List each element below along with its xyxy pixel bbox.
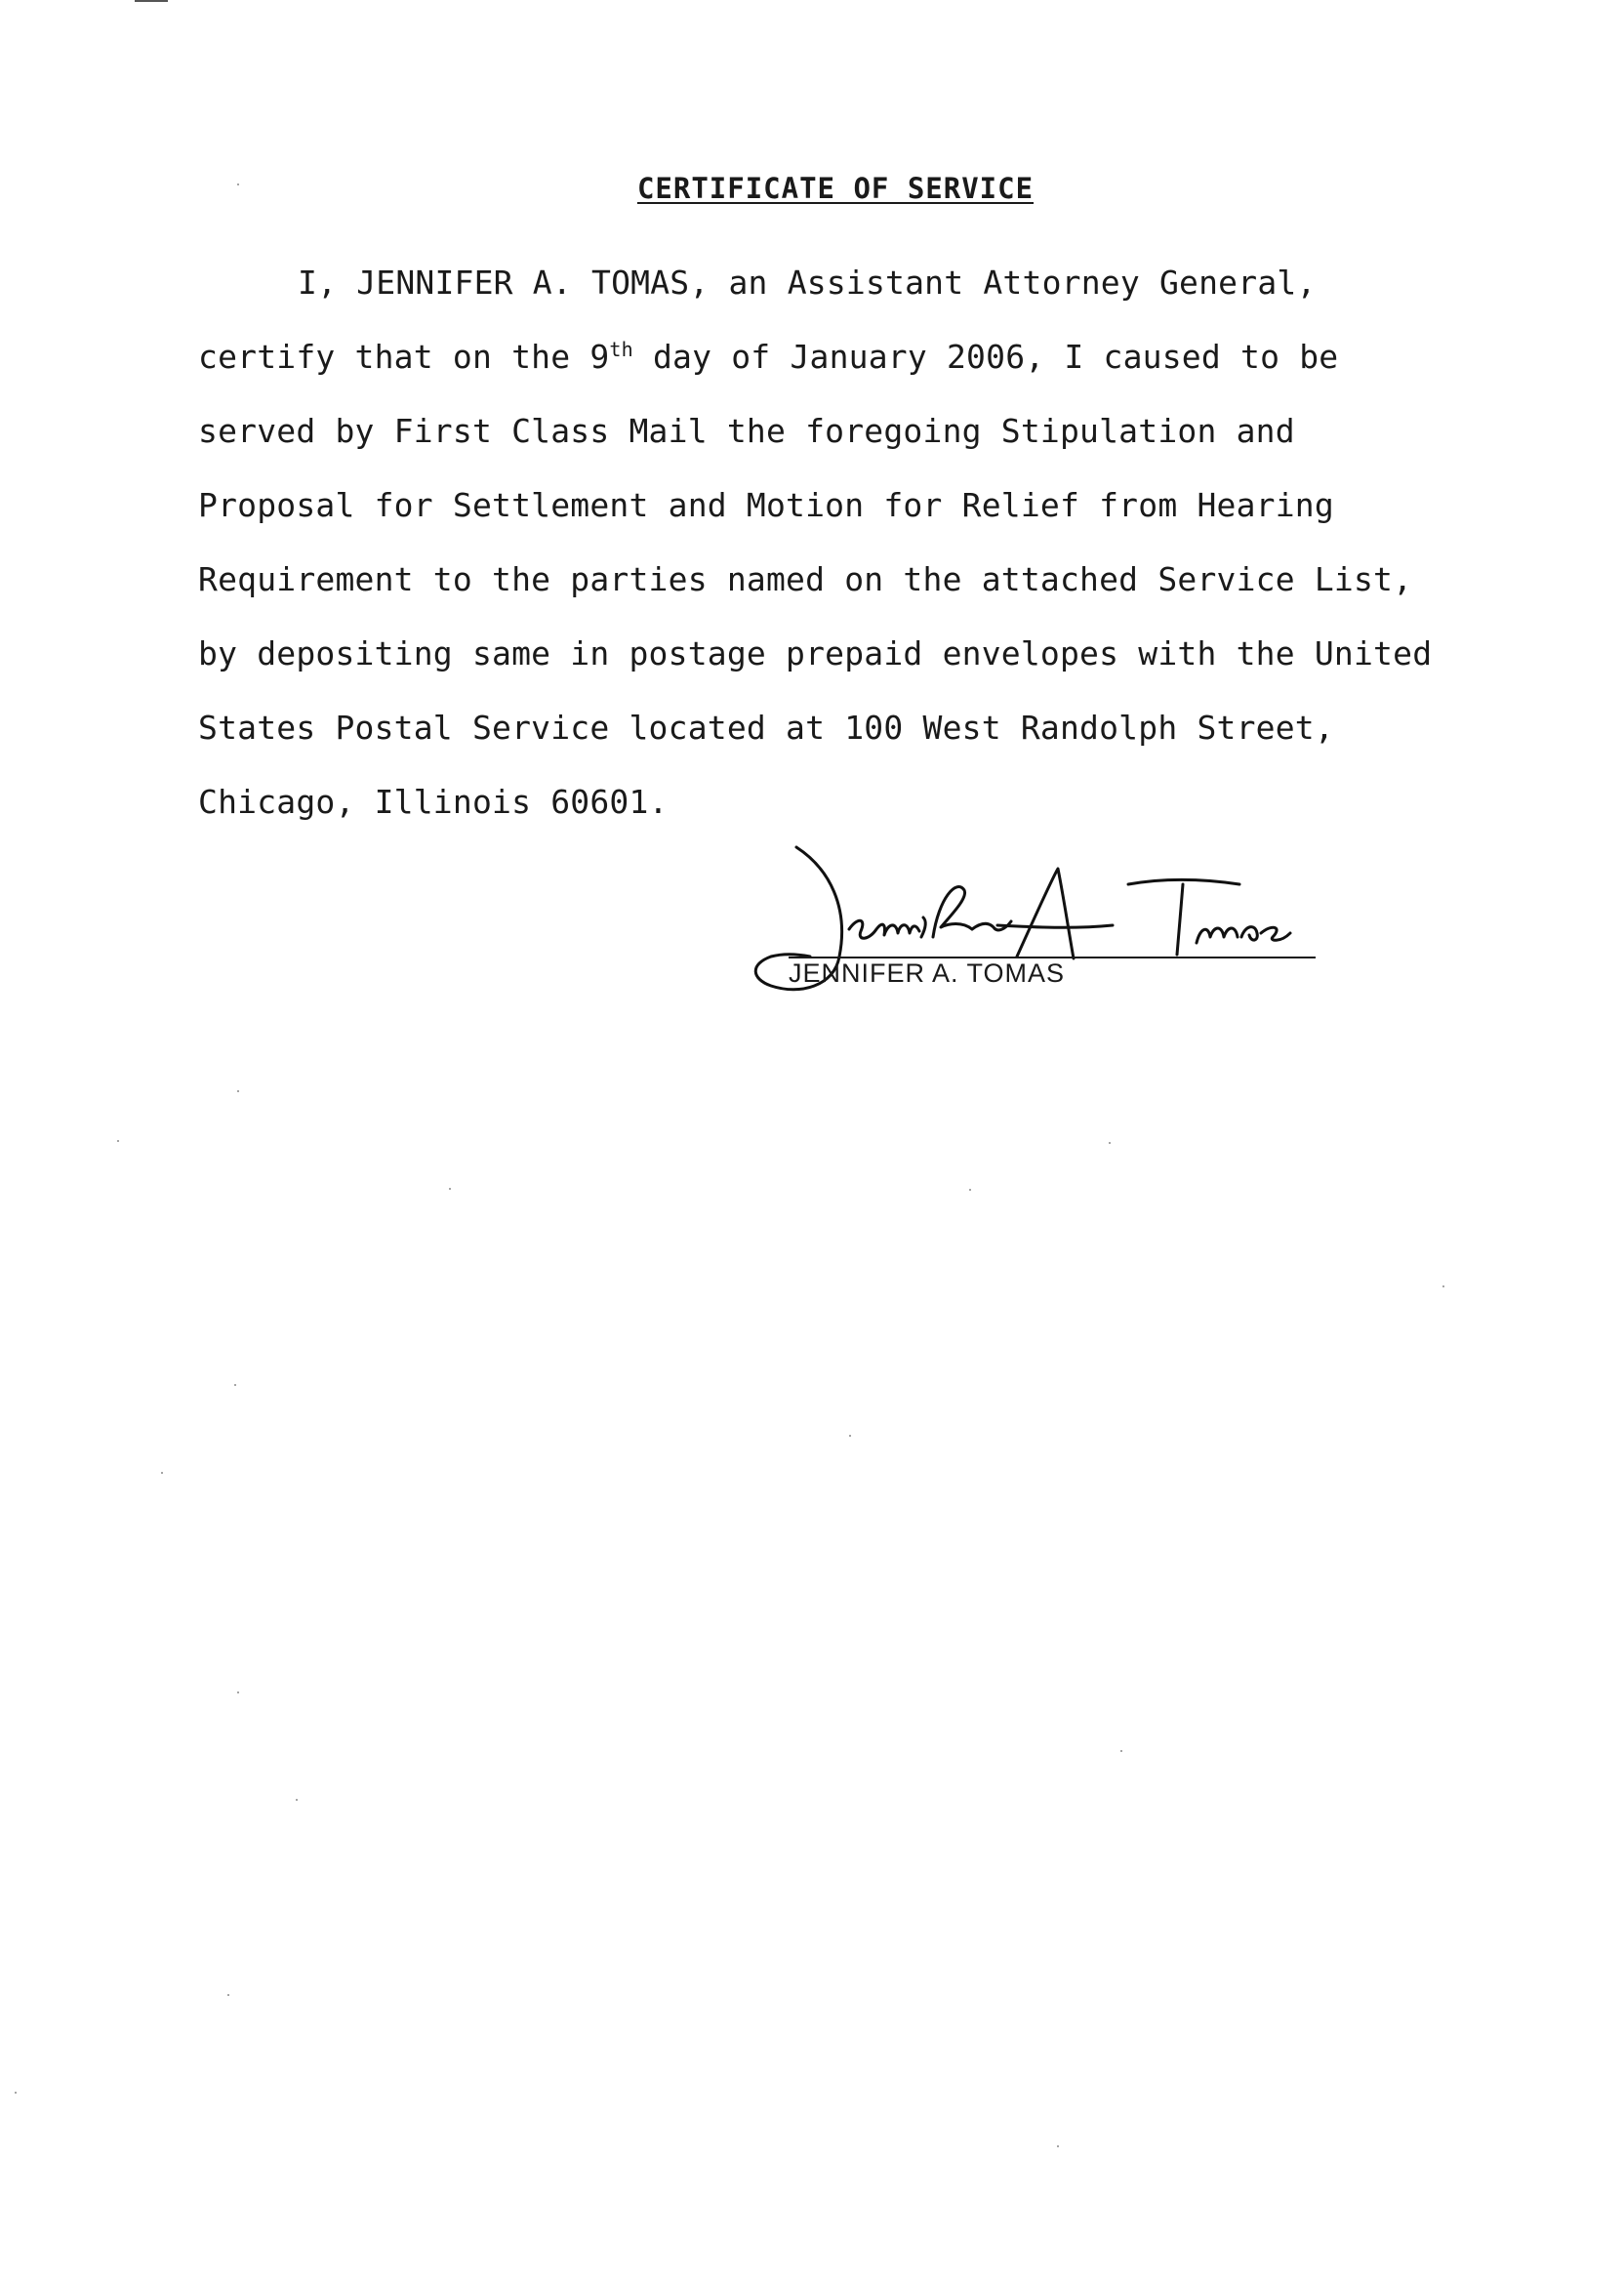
body-line-2-start: certify that on the 9 <box>198 338 610 376</box>
body-line-8: Chicago, Illinois 60601. <box>198 783 669 821</box>
scan-speck <box>1057 2145 1059 2147</box>
scan-speck <box>1109 1142 1111 1144</box>
scan-speck <box>849 1435 851 1437</box>
document-title <box>0 172 1624 205</box>
body-line-1: I, JENNIFER A. TOMAS, an Assistant Attorney General, <box>298 264 1317 302</box>
ordinal-suffix: th <box>609 338 633 361</box>
certificate-body <box>198 246 1467 839</box>
scan-speck <box>15 2092 17 2094</box>
scan-speck <box>237 1090 239 1092</box>
scan-speck <box>161 1472 163 1474</box>
printed-name: JENNIFER A. TOMAS <box>789 958 1066 988</box>
scan-speck <box>234 1384 236 1386</box>
scan-speck <box>237 1691 239 1693</box>
body-line-2-end: day of January 2006, I caused to be <box>632 338 1339 376</box>
scan-speck <box>1120 1750 1122 1752</box>
scan-speck <box>227 1994 229 1996</box>
body-line-5: Requirement to the parties named on the attached Service List, <box>198 560 1413 598</box>
scan-mark <box>135 0 168 2</box>
body-line-7: States Postal Service located at 100 West Randolph Street, <box>198 709 1334 747</box>
body-line-4: Proposal for Settlement and Motion for Relief from Hearing <box>198 486 1334 524</box>
scan-speck <box>449 1188 451 1190</box>
scan-speck <box>117 1140 119 1142</box>
scan-speck <box>237 183 239 185</box>
scan-speck <box>1442 1285 1444 1287</box>
title-text: CERTIFICATE OF SERVICE <box>636 172 1035 205</box>
scan-speck <box>969 1189 971 1191</box>
body-line-6: by depositing same in postage prepaid envelopes with the United <box>198 634 1433 672</box>
body-line-2 <box>198 320 1467 394</box>
scan-speck <box>296 1799 298 1801</box>
body-line-3: served by First Class Mail the foregoing Stipulation and <box>198 412 1295 450</box>
signature-block <box>742 839 1327 1005</box>
